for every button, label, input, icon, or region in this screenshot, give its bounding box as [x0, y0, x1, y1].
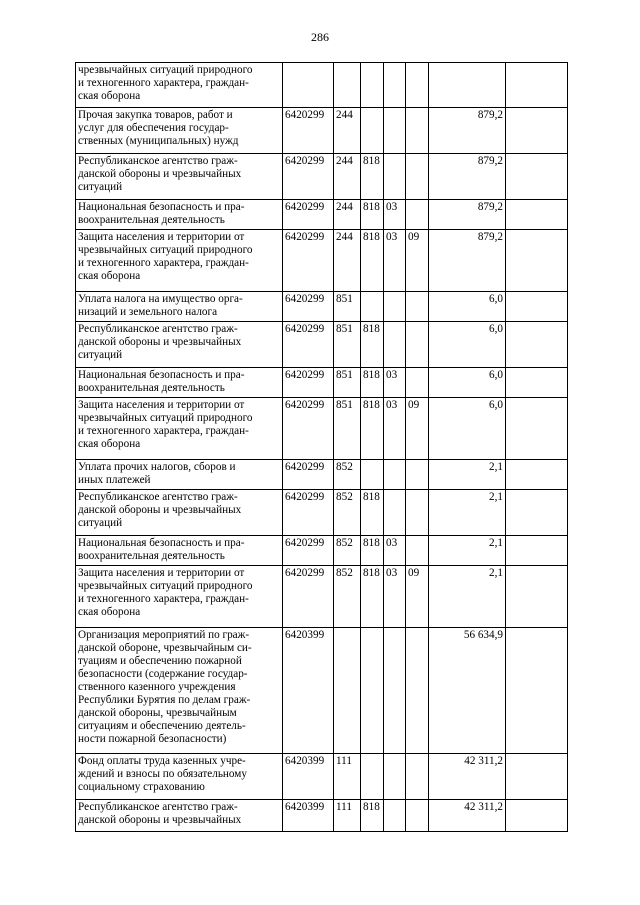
- row-name-cell: Национальная безопасность и пра- воохранительная деятельность: [76, 368, 283, 398]
- section-cell: 03: [384, 368, 406, 398]
- admin-code-cell: 818: [361, 230, 384, 292]
- subsection-cell: 09: [406, 398, 429, 460]
- amount-cell: 879,2: [429, 108, 506, 154]
- table-row: [76, 292, 568, 322]
- table-row: [76, 460, 568, 490]
- expense-type-cell: 111: [334, 800, 361, 832]
- admin-code-cell: 818: [361, 536, 384, 566]
- amount-cell: 879,2: [429, 230, 506, 292]
- section-cell: 03: [384, 398, 406, 460]
- table-row: [76, 800, 568, 832]
- target-article-cell: 6420399: [283, 754, 334, 800]
- subsection-cell: [406, 800, 429, 832]
- section-cell: [384, 63, 406, 108]
- section-cell: [384, 292, 406, 322]
- row-name-cell: Республиканское агентство граж- данской обороны и чрезвычайных ситуаций: [76, 490, 283, 536]
- subsection-cell: [406, 368, 429, 398]
- table-row: [76, 200, 568, 230]
- expense-type-cell: 244: [334, 230, 361, 292]
- target-article-cell: 6420299: [283, 200, 334, 230]
- section-cell: [384, 322, 406, 368]
- amount-cell: 879,2: [429, 154, 506, 200]
- row-name-cell: чрезвычайных ситуаций природного и техногенного характера, граждан- ская оборона: [76, 63, 283, 108]
- extra-cell: [506, 460, 568, 490]
- section-cell: 03: [384, 536, 406, 566]
- subsection-cell: [406, 490, 429, 536]
- amount-cell: 2,1: [429, 536, 506, 566]
- admin-code-cell: [361, 108, 384, 154]
- section-cell: 03: [384, 200, 406, 230]
- table-row: [76, 536, 568, 566]
- admin-code-cell: 818: [361, 200, 384, 230]
- amount-cell: 2,1: [429, 566, 506, 628]
- subsection-cell: [406, 754, 429, 800]
- admin-code-cell: 818: [361, 800, 384, 832]
- extra-cell: [506, 63, 568, 108]
- expense-type-cell: 852: [334, 460, 361, 490]
- subsection-cell: [406, 460, 429, 490]
- row-name-cell: Республиканское агентство граж- данской обороны и чрезвычайных: [76, 800, 283, 832]
- section-cell: [384, 754, 406, 800]
- row-name-cell: Фонд оплаты труда казенных учре- ждений и взносы по обязательному социальному страхованию: [76, 754, 283, 800]
- target-article-cell: [283, 63, 334, 108]
- target-article-cell: 6420299: [283, 108, 334, 154]
- row-name-cell: Уплата налога на имущество орга- низаций и земельного налога: [76, 292, 283, 322]
- extra-cell: [506, 108, 568, 154]
- row-name-cell: Уплата прочих налогов, сборов и иных платежей: [76, 460, 283, 490]
- section-cell: [384, 628, 406, 754]
- extra-cell: [506, 754, 568, 800]
- expense-type-cell: 852: [334, 566, 361, 628]
- table-row: [76, 398, 568, 460]
- target-article-cell: 6420299: [283, 154, 334, 200]
- admin-code-cell: [361, 754, 384, 800]
- admin-code-cell: 818: [361, 368, 384, 398]
- expense-type-cell: 851: [334, 368, 361, 398]
- subsection-cell: [406, 536, 429, 566]
- expense-type-cell: 852: [334, 490, 361, 536]
- subsection-cell: [406, 154, 429, 200]
- expense-type-cell: 244: [334, 200, 361, 230]
- target-article-cell: 6420399: [283, 628, 334, 754]
- expense-type-cell: 244: [334, 108, 361, 154]
- extra-cell: [506, 200, 568, 230]
- amount-cell: 42 311,2: [429, 800, 506, 832]
- row-name-cell: Защита населения и территории от чрезвычайных ситуаций природного и техногенного характера, граждан- ская оборона: [76, 566, 283, 628]
- table-row: [76, 63, 568, 108]
- table-row: [76, 322, 568, 368]
- subsection-cell: [406, 628, 429, 754]
- amount-cell: 6,0: [429, 368, 506, 398]
- admin-code-cell: 818: [361, 322, 384, 368]
- subsection-cell: [406, 63, 429, 108]
- expense-type-cell: [334, 63, 361, 108]
- amount-cell: 879,2: [429, 200, 506, 230]
- expense-type-cell: 852: [334, 536, 361, 566]
- row-name-cell: Республиканское агентство граж- данской обороны и чрезвычайных ситуаций: [76, 154, 283, 200]
- target-article-cell: 6420299: [283, 490, 334, 536]
- target-article-cell: 6420299: [283, 368, 334, 398]
- extra-cell: [506, 230, 568, 292]
- expense-type-cell: 851: [334, 292, 361, 322]
- budget-table: [75, 62, 568, 832]
- section-cell: 03: [384, 566, 406, 628]
- subsection-cell: [406, 322, 429, 368]
- target-article-cell: 6420299: [283, 460, 334, 490]
- section-cell: [384, 154, 406, 200]
- row-name-cell: Национальная безопасность и пра- воохранительная деятельность: [76, 200, 283, 230]
- target-article-cell: 6420299: [283, 536, 334, 566]
- amount-cell: 6,0: [429, 292, 506, 322]
- admin-code-cell: 818: [361, 490, 384, 536]
- section-cell: [384, 108, 406, 154]
- amount-cell: 56 634,9: [429, 628, 506, 754]
- table-row: [76, 490, 568, 536]
- extra-cell: [506, 566, 568, 628]
- row-name-cell: Организация мероприятий по граж- данской обороне, чрезвычайным си- туациям и обеспечению пожарной безопасности (содержание государ- ственного казенного учреждения Республики Бурятия по делам граж- данской обороны, чрезвычайным ситуациям и обеспечению деятель- ности пожарной безопасности): [76, 628, 283, 754]
- amount-cell: 6,0: [429, 322, 506, 368]
- admin-code-cell: [361, 63, 384, 108]
- row-name-cell: Прочая закупка товаров, работ и услуг для обеспечения государ- ственных (муниципальных) нужд: [76, 108, 283, 154]
- table-row: [76, 754, 568, 800]
- admin-code-cell: 818: [361, 566, 384, 628]
- target-article-cell: 6420299: [283, 230, 334, 292]
- table-row: [76, 368, 568, 398]
- subsection-cell: 09: [406, 566, 429, 628]
- table-row: [76, 108, 568, 154]
- subsection-cell: [406, 200, 429, 230]
- row-name-cell: Защита населения и территории от чрезвычайных ситуаций природного и техногенного характера, граждан- ская оборона: [76, 398, 283, 460]
- target-article-cell: 6420299: [283, 292, 334, 322]
- extra-cell: [506, 368, 568, 398]
- subsection-cell: 09: [406, 230, 429, 292]
- expense-type-cell: 851: [334, 322, 361, 368]
- amount-cell: 2,1: [429, 490, 506, 536]
- extra-cell: [506, 398, 568, 460]
- extra-cell: [506, 628, 568, 754]
- target-article-cell: 6420299: [283, 566, 334, 628]
- page-number: 286: [311, 30, 329, 44]
- row-name-cell: Республиканское агентство граж- данской обороны и чрезвычайных ситуаций: [76, 322, 283, 368]
- extra-cell: [506, 322, 568, 368]
- table-row: [76, 230, 568, 292]
- admin-code-cell: [361, 460, 384, 490]
- expense-type-cell: [334, 628, 361, 754]
- target-article-cell: 6420299: [283, 398, 334, 460]
- admin-code-cell: 818: [361, 398, 384, 460]
- extra-cell: [506, 292, 568, 322]
- extra-cell: [506, 490, 568, 536]
- amount-cell: 6,0: [429, 398, 506, 460]
- table-row: [76, 628, 568, 754]
- subsection-cell: [406, 292, 429, 322]
- extra-cell: [506, 800, 568, 832]
- amount-cell: 42 311,2: [429, 754, 506, 800]
- target-article-cell: 6420299: [283, 322, 334, 368]
- amount-cell: [429, 63, 506, 108]
- table-row: [76, 566, 568, 628]
- expense-type-cell: 851: [334, 398, 361, 460]
- subsection-cell: [406, 108, 429, 154]
- extra-cell: [506, 154, 568, 200]
- target-article-cell: 6420399: [283, 800, 334, 832]
- section-cell: [384, 490, 406, 536]
- admin-code-cell: [361, 628, 384, 754]
- row-name-cell: Национальная безопасность и пра- воохранительная деятельность: [76, 536, 283, 566]
- admin-code-cell: [361, 292, 384, 322]
- section-cell: 03: [384, 230, 406, 292]
- extra-cell: [506, 536, 568, 566]
- admin-code-cell: 818: [361, 154, 384, 200]
- row-name-cell: Защита населения и территории от чрезвычайных ситуаций природного и техногенного характера, граждан- ская оборона: [76, 230, 283, 292]
- expense-type-cell: 244: [334, 154, 361, 200]
- expense-type-cell: 111: [334, 754, 361, 800]
- table-row: [76, 154, 568, 200]
- section-cell: [384, 460, 406, 490]
- amount-cell: 2,1: [429, 460, 506, 490]
- section-cell: [384, 800, 406, 832]
